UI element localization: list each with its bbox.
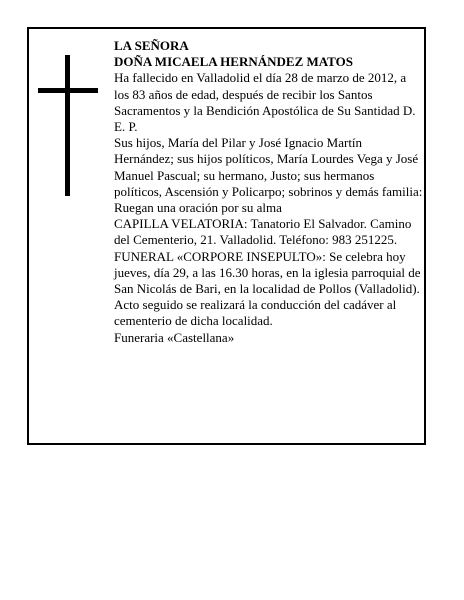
funeral-info: FUNERAL «CORPORE INSEPULTO»: Se celebra hoy jueves, día 29, a las 16.30 horas, en la iglesia parroquial de San Nicolás de Bari, en la localidad de Pollos (Valladolid). Acto seguido se realizará la conducción del cadáver al cementerio de dicha localidad. <box>114 248 421 329</box>
family-list: Sus hijos, María del Pilar y José Ignacio Martín Hernández; sus hijos políticos, María Lourdes Vega y José Manuel Pascual; su hermano, Justo; sus hermanos políticos, Ascensión y Policarpo; sobrinos y demás familia: <box>114 135 423 199</box>
cross-icon-crossbar <box>38 88 98 93</box>
cross-icon <box>65 55 70 196</box>
funeral-home: Funeraria «Castellana» <box>114 329 235 345</box>
death-notice: Ha fallecido en Valladolid el día 28 de marzo de 2012, a los 83 años de edad, después de recibir los Santos Sacramentos y la Bendición Apostólica de Su Santidad D. E. P. <box>114 70 416 135</box>
obituary-heading: LA SEÑORA <box>114 38 189 53</box>
deceased-name: DOÑA MICAELA HERNÁNDEZ MATOS <box>114 54 353 70</box>
prayer-request: Ruegan una oración por su alma <box>114 200 282 216</box>
obituary-text <box>114 38 424 346</box>
chapel-info: CAPILLA VELATORIA: Tanatorio El Salvador. Camino del Cementerio, 21. Valladolid. Teléfono: 983 251225. <box>114 216 412 248</box>
